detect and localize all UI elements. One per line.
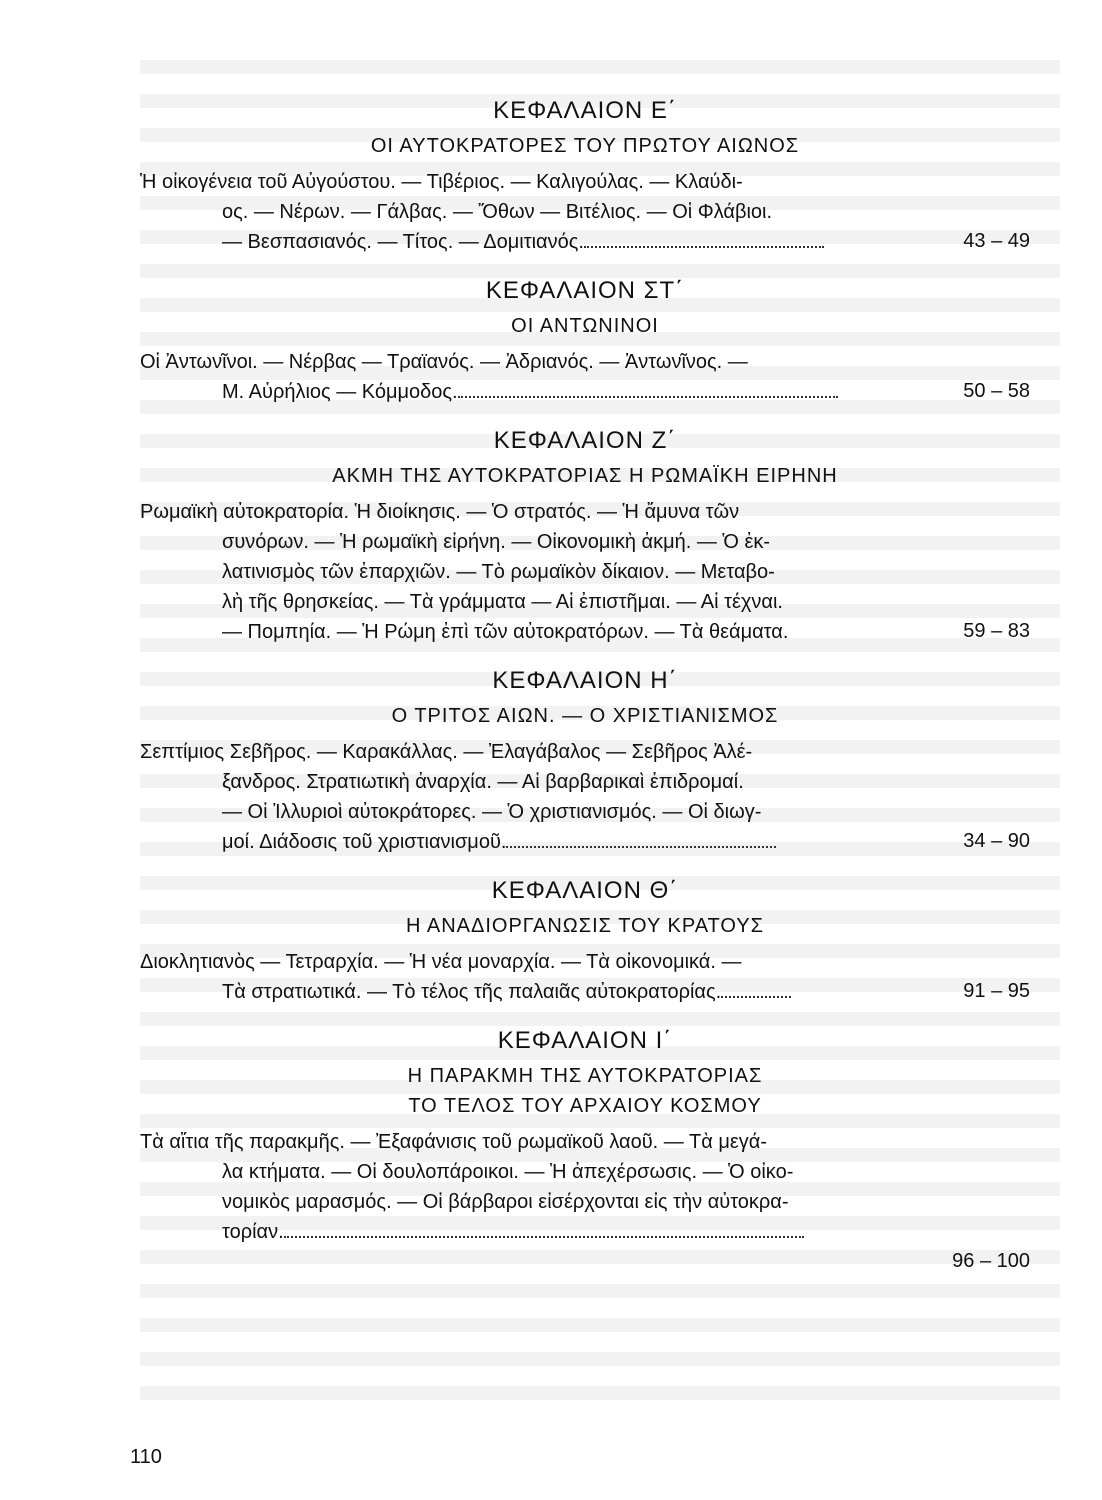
leader-dots xyxy=(506,840,776,848)
page-range: 34 – 90 xyxy=(963,830,1030,852)
entry-line: μοί. Διάδοσις τοῦ χριστιανισμοῦ. xyxy=(140,827,900,857)
chapter-9 xyxy=(140,875,1030,1007)
chapter-subtitle: Ο ΤΡΙΤΟΣ ΑΙΩΝ. — Ο ΧΡΙΣΤΙΑΝΙΣΜΟΣ xyxy=(391,705,779,727)
chapter-entry xyxy=(140,167,1030,257)
chapter-title: ΚΕΦΑΛΑΙΟΝ Η΄ xyxy=(492,667,678,694)
entry-line: συνόρων. — Ἡ ρωμαϊκὴ εἰρήνη. — Οἰκονομικὴ ἀκμή. — Ὁ ἐκ- xyxy=(222,531,771,553)
entry-line: νομικὸς μαρασμός. — Οἱ βάρβαροι εἰσέρχονται εἰς τὴν αὐτοκρα- xyxy=(222,1191,789,1213)
chapter-title: ΚΕΦΑΛΑΙΟΝ Ε΄ xyxy=(493,97,677,124)
chapter-title: ΚΕΦΑΛΑΙΟΝ Ζ΄ xyxy=(493,427,677,454)
entry-line: λατινισμὸς τῶν ἐπαρχιῶν. — Τὸ ρωμαϊκὸν δίκαιον. — Μεταβο- xyxy=(222,561,775,583)
chapter-entry xyxy=(140,737,1030,857)
chapter-title: ΚΕΦΑΛΑΙΟΝ Ι΄ xyxy=(497,1027,673,1054)
entry-line: λὴ τῆς θρησκείας. — Τὰ γράμματα — Αἱ ἐπιστῆμαι. — Αἱ τέχναι. xyxy=(222,591,783,613)
entry-line: Σεπτίμιος Σεβῆρος. — Καρακάλλας. — Ἐλαγάβαλος — Σεβῆρος Ἀλέ- xyxy=(140,741,753,763)
entry-line: Οἱ Ἀντωνῖνοι. — Νέρβας — Τραϊανός. — Ἀδριανός. — Ἀντωνῖνος. — xyxy=(140,351,748,373)
entry-line: Διοκλητιανὸς — Τετραρχία. — Ἡ νέα μοναρχία. — Τὰ οἰκονομικά. — xyxy=(140,951,742,973)
chapter-8 xyxy=(140,665,1030,857)
entry-line: λα κτήματα. — Οἱ δουλοπάροικοι. — Ἡ ἀπεχέρσωσις. — Ὁ οἰκο- xyxy=(222,1161,794,1183)
page-range: 96 – 100 xyxy=(952,1250,1030,1272)
chapter-entry xyxy=(140,1127,1030,1272)
leader-dots xyxy=(584,240,824,248)
entry-line: ος. — Νέρων. — Γάλβας. — Ὄθων — Βιτέλιος. — Οἱ Φλάβιοι. xyxy=(222,201,773,223)
page-range: 50 – 58 xyxy=(963,380,1030,402)
page-range: 43 – 49 xyxy=(963,230,1030,252)
table-of-contents xyxy=(140,95,1030,1272)
entry-line: Μ. Αὐρήλιος — Κόμμοδος. xyxy=(140,377,900,407)
chapter-subtitle: ΤΟ ΤΕΛΟΣ ΤΟΥ ΑΡΧΑΙΟΥ ΚΟΣΜΟΥ xyxy=(408,1095,762,1117)
entry-line: — Πομπηία. — Ἡ Ρώμη ἐπὶ τῶν αὐτοκρατόρων. — Τὰ θεάματα. xyxy=(222,621,789,643)
chapter-subtitle: Η ΑΝΑΔΙΟΡΓΑΝΩΣΙΣ ΤΟΥ ΚΡΑΤΟΥΣ xyxy=(405,915,765,937)
entry-line: Τὰ στρατιωτικά. — Τὸ τέλος τῆς παλαιᾶς αὐτοκρατορίας. xyxy=(140,977,900,1007)
leader-dots xyxy=(458,390,838,398)
entry-line: ξανδρος. Στρατιωτικὴ ἀναρχία. — Αἱ βαρβαρικαὶ ἐπιδρομαί. xyxy=(222,771,744,793)
chapter-5 xyxy=(140,95,1030,257)
leader-dots xyxy=(721,990,791,998)
chapter-entry xyxy=(140,947,1030,1007)
chapter-entry xyxy=(140,497,1030,647)
entry-line: — Οἱ Ἰλλυριοὶ αὐτοκράτορες. — Ὁ χριστιανισμός. — Οἱ διωγ- xyxy=(222,801,762,823)
chapter-subtitle: ΟΙ ΑΝΤΩΝΙΝΟΙ xyxy=(511,315,659,337)
leader-dots xyxy=(284,1230,804,1238)
chapter-subtitle: Η ΠΑΡΑΚΜΗ ΤΗΣ ΑΥΤΟΚΡΑΤΟΡΙΑΣ xyxy=(407,1065,763,1087)
chapter-subtitle: ΟΙ ΑΥΤΟΚΡΑΤΟΡΕΣ ΤΟΥ ΠΡΩΤΟΥ ΑΙΩΝΟΣ xyxy=(370,135,800,157)
chapter-10 xyxy=(140,1025,1030,1272)
chapter-title: ΚΕΦΑΛΑΙΟΝ ΣΤ΄ xyxy=(485,277,685,304)
entry-line: Ἡ οἰκογένεια τοῦ Αὐγούστου. — Τιβέριος. — Καλιγούλας. — Κλαύδι- xyxy=(140,171,743,193)
chapter-subtitle: ΑΚΜΗ ΤΗΣ ΑΥΤΟΚΡΑΤΟΡΙΑΣ Η ΡΩΜΑΪΚΗ ΕΙΡΗΝΗ xyxy=(332,465,838,487)
entry-line: Ρωμαϊκὴ αὐτοκρατορία. Ἡ διοίκησις. — Ὁ στρατός. — Ἡ ἄμυνα τῶν xyxy=(140,501,740,523)
page-range: 59 – 83 xyxy=(963,620,1030,642)
entry-line: Τὰ αἴτια τῆς παρακμῆς. — Ἐξαφάνισις τοῦ ρωμαϊκοῦ λαοῦ. — Τὰ μεγά- xyxy=(140,1131,767,1153)
chapter-entry xyxy=(140,347,1030,407)
page-number: 110 xyxy=(130,1446,162,1468)
page-range: 91 – 95 xyxy=(963,980,1030,1002)
entry-line: τορίαν. xyxy=(140,1217,900,1247)
chapter-6 xyxy=(140,275,1030,407)
chapter-7 xyxy=(140,425,1030,647)
entry-line: — Βεσπασιανός. — Τίτος. — Δομιτιανός. xyxy=(140,227,900,257)
chapter-title: ΚΕΦΑΛΑΙΟΝ Θ΄ xyxy=(491,877,679,904)
